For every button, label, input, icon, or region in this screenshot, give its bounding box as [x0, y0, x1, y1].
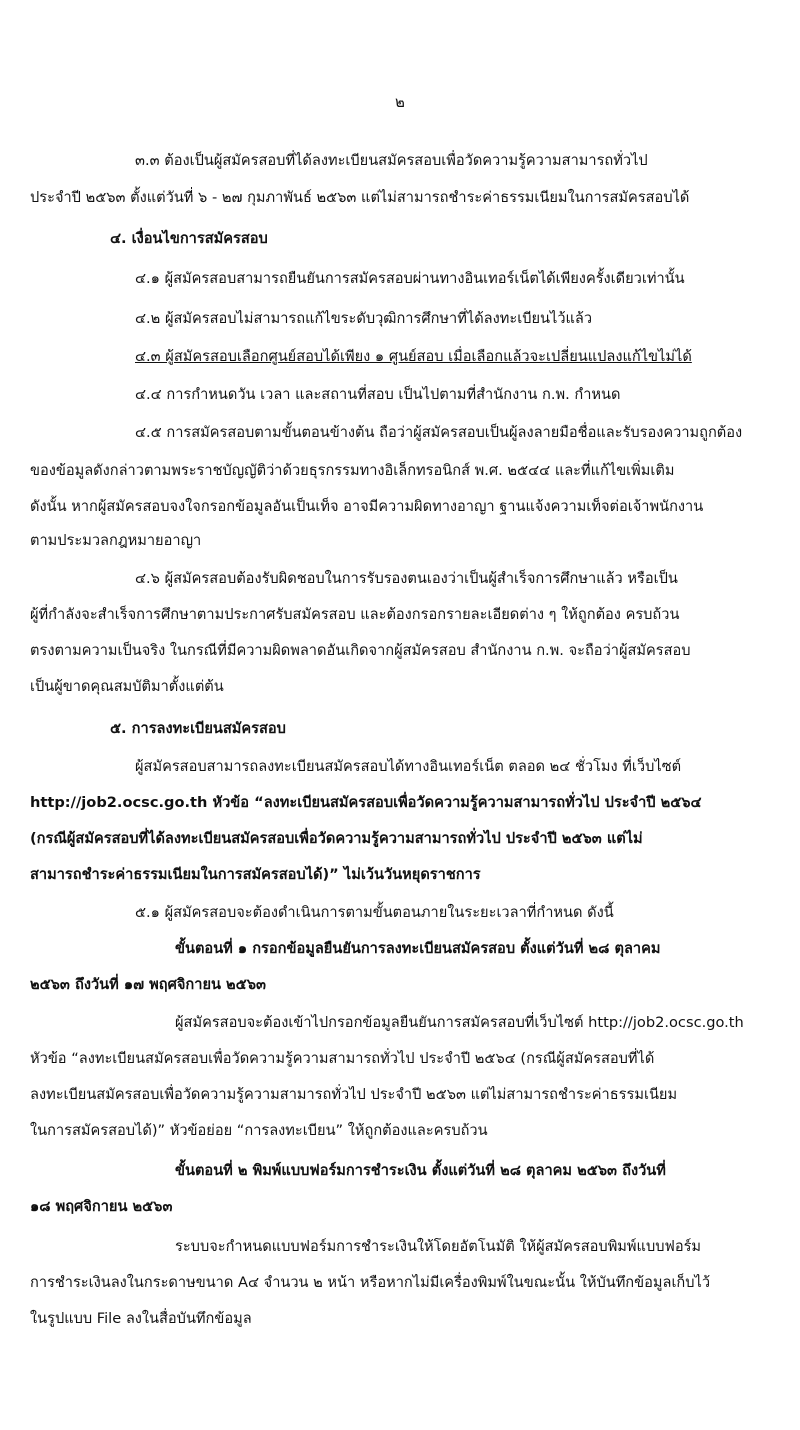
section-4-heading: ๔. เงื่อนไขการสมัครสอบ [110, 230, 268, 247]
section-4-6-line-1: ๔.๖ ผู้สมัครสอบต้องรับผิดชอบในการรับรองตนเองว่าเป็นผู้สำเร็จการศึกษาแล้ว หรือเป็น [135, 570, 678, 587]
section-4-4: ๔.๔ การกำหนดวัน เวลา และสถานที่สอบ เป็นไปตามที่สำนักงาน ก.พ. กำหนด [135, 386, 621, 403]
section-5-line-3: (กรณีผู้สมัครสอบที่ได้ลงทะเบียนสมัครสอบเพื่อวัดความรู้ความสามารถทั่วไป ประจำปี ๒๕๖๓ แต่ไม่ [30, 830, 643, 847]
step-1-body-line-1: ผู้สมัครสอบจะต้องเข้าไปกรอกข้อมูลยืนยันการสมัครสอบที่เว็บไซต์ http://job2.ocsc.go.th [175, 1014, 744, 1031]
section-5-heading: ๕. การลงทะเบียนสมัครสอบ [110, 720, 286, 737]
section-5-line-2: http://job2.ocsc.go.th หัวข้อ “ลงทะเบียนสมัครสอบเพื่อวัดความรู้ความสามารถทั่วไป ประจำปี ๒๕๖๔ [30, 794, 702, 811]
section-4-5-line-4: ตามประมวลกฎหมายอาญา [30, 532, 202, 549]
section-3-3-line-1: ๓.๓ ต้องเป็นผู้สมัครสอบที่ได้ลงทะเบียนสมัครสอบเพื่อวัดความรู้ความสามารถทั่วไป [135, 152, 648, 169]
section-4-5-line-1: ๔.๕ การสมัครสอบตามขั้นตอนข้างต้น ถือว่าผู้สมัครสอบเป็นผู้ลงลายมือชื่อและรับรองความถูกต้อง [135, 424, 743, 441]
section-4-2: ๔.๒ ผู้สมัครสอบไม่สามารถแก้ไขระดับวุฒิการศึกษาที่ได้ลงทะเบียนไว้แล้ว [135, 310, 593, 327]
step-1-body-line-2: หัวข้อ “ลงทะเบียนสมัครสอบเพื่อวัดความรู้ความสามารถทั่วไป ประจำปี ๒๕๖๔ (กรณีผู้สมัครสอบที่ได้ [30, 1050, 655, 1067]
section-4-6-line-2: ผู้ที่กำลังจะสำเร็จการศึกษาตามประกาศรับสมัครสอบ และต้องกรอกรายละเอียดต่าง ๆ ให้ถูกต้อง ครบถ้วน [30, 606, 680, 623]
step-1-body-line-4: ในการสมัครสอบได้)” หัวข้อย่อย “การลงทะเบียน” ให้ถูกต้องและครบถ้วน [30, 1122, 488, 1139]
page-number: ๒ [395, 93, 405, 111]
section-4-5-line-3: ดังนั้น หากผู้สมัครสอบจงใจกรอกข้อมูลอันเป็นเท็จ อาจมีความผิดทางอาญา ฐานแจ้งความเท็จต่อเจ้าพนักงาน [30, 498, 704, 515]
step-1-body-line-3: ลงทะเบียนสมัครสอบเพื่อวัดความรู้ความสามารถทั่วไป ประจำปี ๒๕๖๓ แต่ไม่สามารถชำระค่าธรรมเนียม [30, 1086, 678, 1103]
section-5-1: ๕.๑ ผู้สมัครสอบจะต้องดำเนินการตามขั้นตอนภายในระยะเวลาที่กำหนด ดังนี้ [135, 904, 614, 921]
section-5-line-1: ผู้สมัครสอบสามารถลงทะเบียนสมัครสอบได้ทางอินเทอร์เน็ต ตลอด ๒๔ ชั่วโมง ที่เว็บไซต์ [135, 758, 682, 775]
step-2-body-line-2: การชำระเงินลงในกระดาษขนาด A๔ จำนวน ๒ หน้า หรือหากไม่มีเครื่องพิมพ์ในขณะนั้น ให้บันทึกข้อมูลเก็บไว้ [30, 1274, 711, 1291]
section-4-6-line-3: ตรงตามความเป็นจริง ในกรณีที่มีความผิดพลาดอันเกิดจากผู้สมัครสอบ สำนักงาน ก.พ. จะถือว่าผู้สมัครสอบ [30, 642, 691, 659]
step-1-line-2: ๒๕๖๓ ถึงวันที่ ๑๗ พฤศจิกายน ๒๕๖๓ [30, 976, 266, 993]
step-1-line-1: ขั้นตอนที่ ๑ กรอกข้อมูลยืนยันการลงทะเบียนสมัครสอบ ตั้งแต่วันที่ ๒๘ ตุลาคม [175, 940, 661, 957]
section-5-line-4: สามารถชำระค่าธรรมเนียมในการสมัครสอบได้)” ไม่เว้นวันหยุดราชการ [30, 866, 481, 883]
section-4-1: ๔.๑ ผู้สมัครสอบสามารถยืนยันการสมัครสอบผ่านทางอินเทอร์เน็ตได้เพียงครั้งเดียวเท่านั้น [135, 270, 685, 287]
step-2-body-line-1: ระบบจะกำหนดแบบฟอร์มการชำระเงินให้โดยอัตโนมัติ ให้ผู้สมัครสอบพิมพ์แบบฟอร์ม [175, 1238, 702, 1255]
section-3-3-line-2: ประจำปี ๒๕๖๓ ตั้งแต่วันที่ ๖ - ๒๗ กุมภาพันธ์ ๒๕๖๓ แต่ไม่สามารถชำระค่าธรรมเนียมในการสมัครสอบได้ [30, 189, 690, 206]
section-4-5-line-2: ของข้อมูลดังกล่าวตามพระราชบัญญัติว่าด้วยธุรกรรมทางอิเล็กทรอนิกส์ พ.ศ. ๒๕๔๔ และที่แก้ไขเพิ่มเติม [30, 462, 675, 479]
section-4-3: ๔.๓ ผู้สมัครสอบเลือกศูนย์สอบได้เพียง ๑ ศูนย์สอบ เมื่อเลือกแล้วจะเปลี่ยนแปลงแก้ไขไม่ได้ [135, 348, 692, 365]
step-2-line-1: ขั้นตอนที่ ๒ พิมพ์แบบฟอร์มการชำระเงิน ตั้งแต่วันที่ ๒๘ ตุลาคม ๒๕๖๓ ถึงวันที่ [175, 1162, 666, 1179]
section-4-6-line-4: เป็นผู้ขาดคุณสมบัติมาตั้งแต่ต้น [30, 678, 224, 695]
step-2-line-2: ๑๘ พฤศจิกายน ๒๕๖๓ [30, 1198, 173, 1215]
step-2-body-line-3: ในรูปแบบ File ลงในสื่อบันทึกข้อมูล [30, 1310, 252, 1327]
